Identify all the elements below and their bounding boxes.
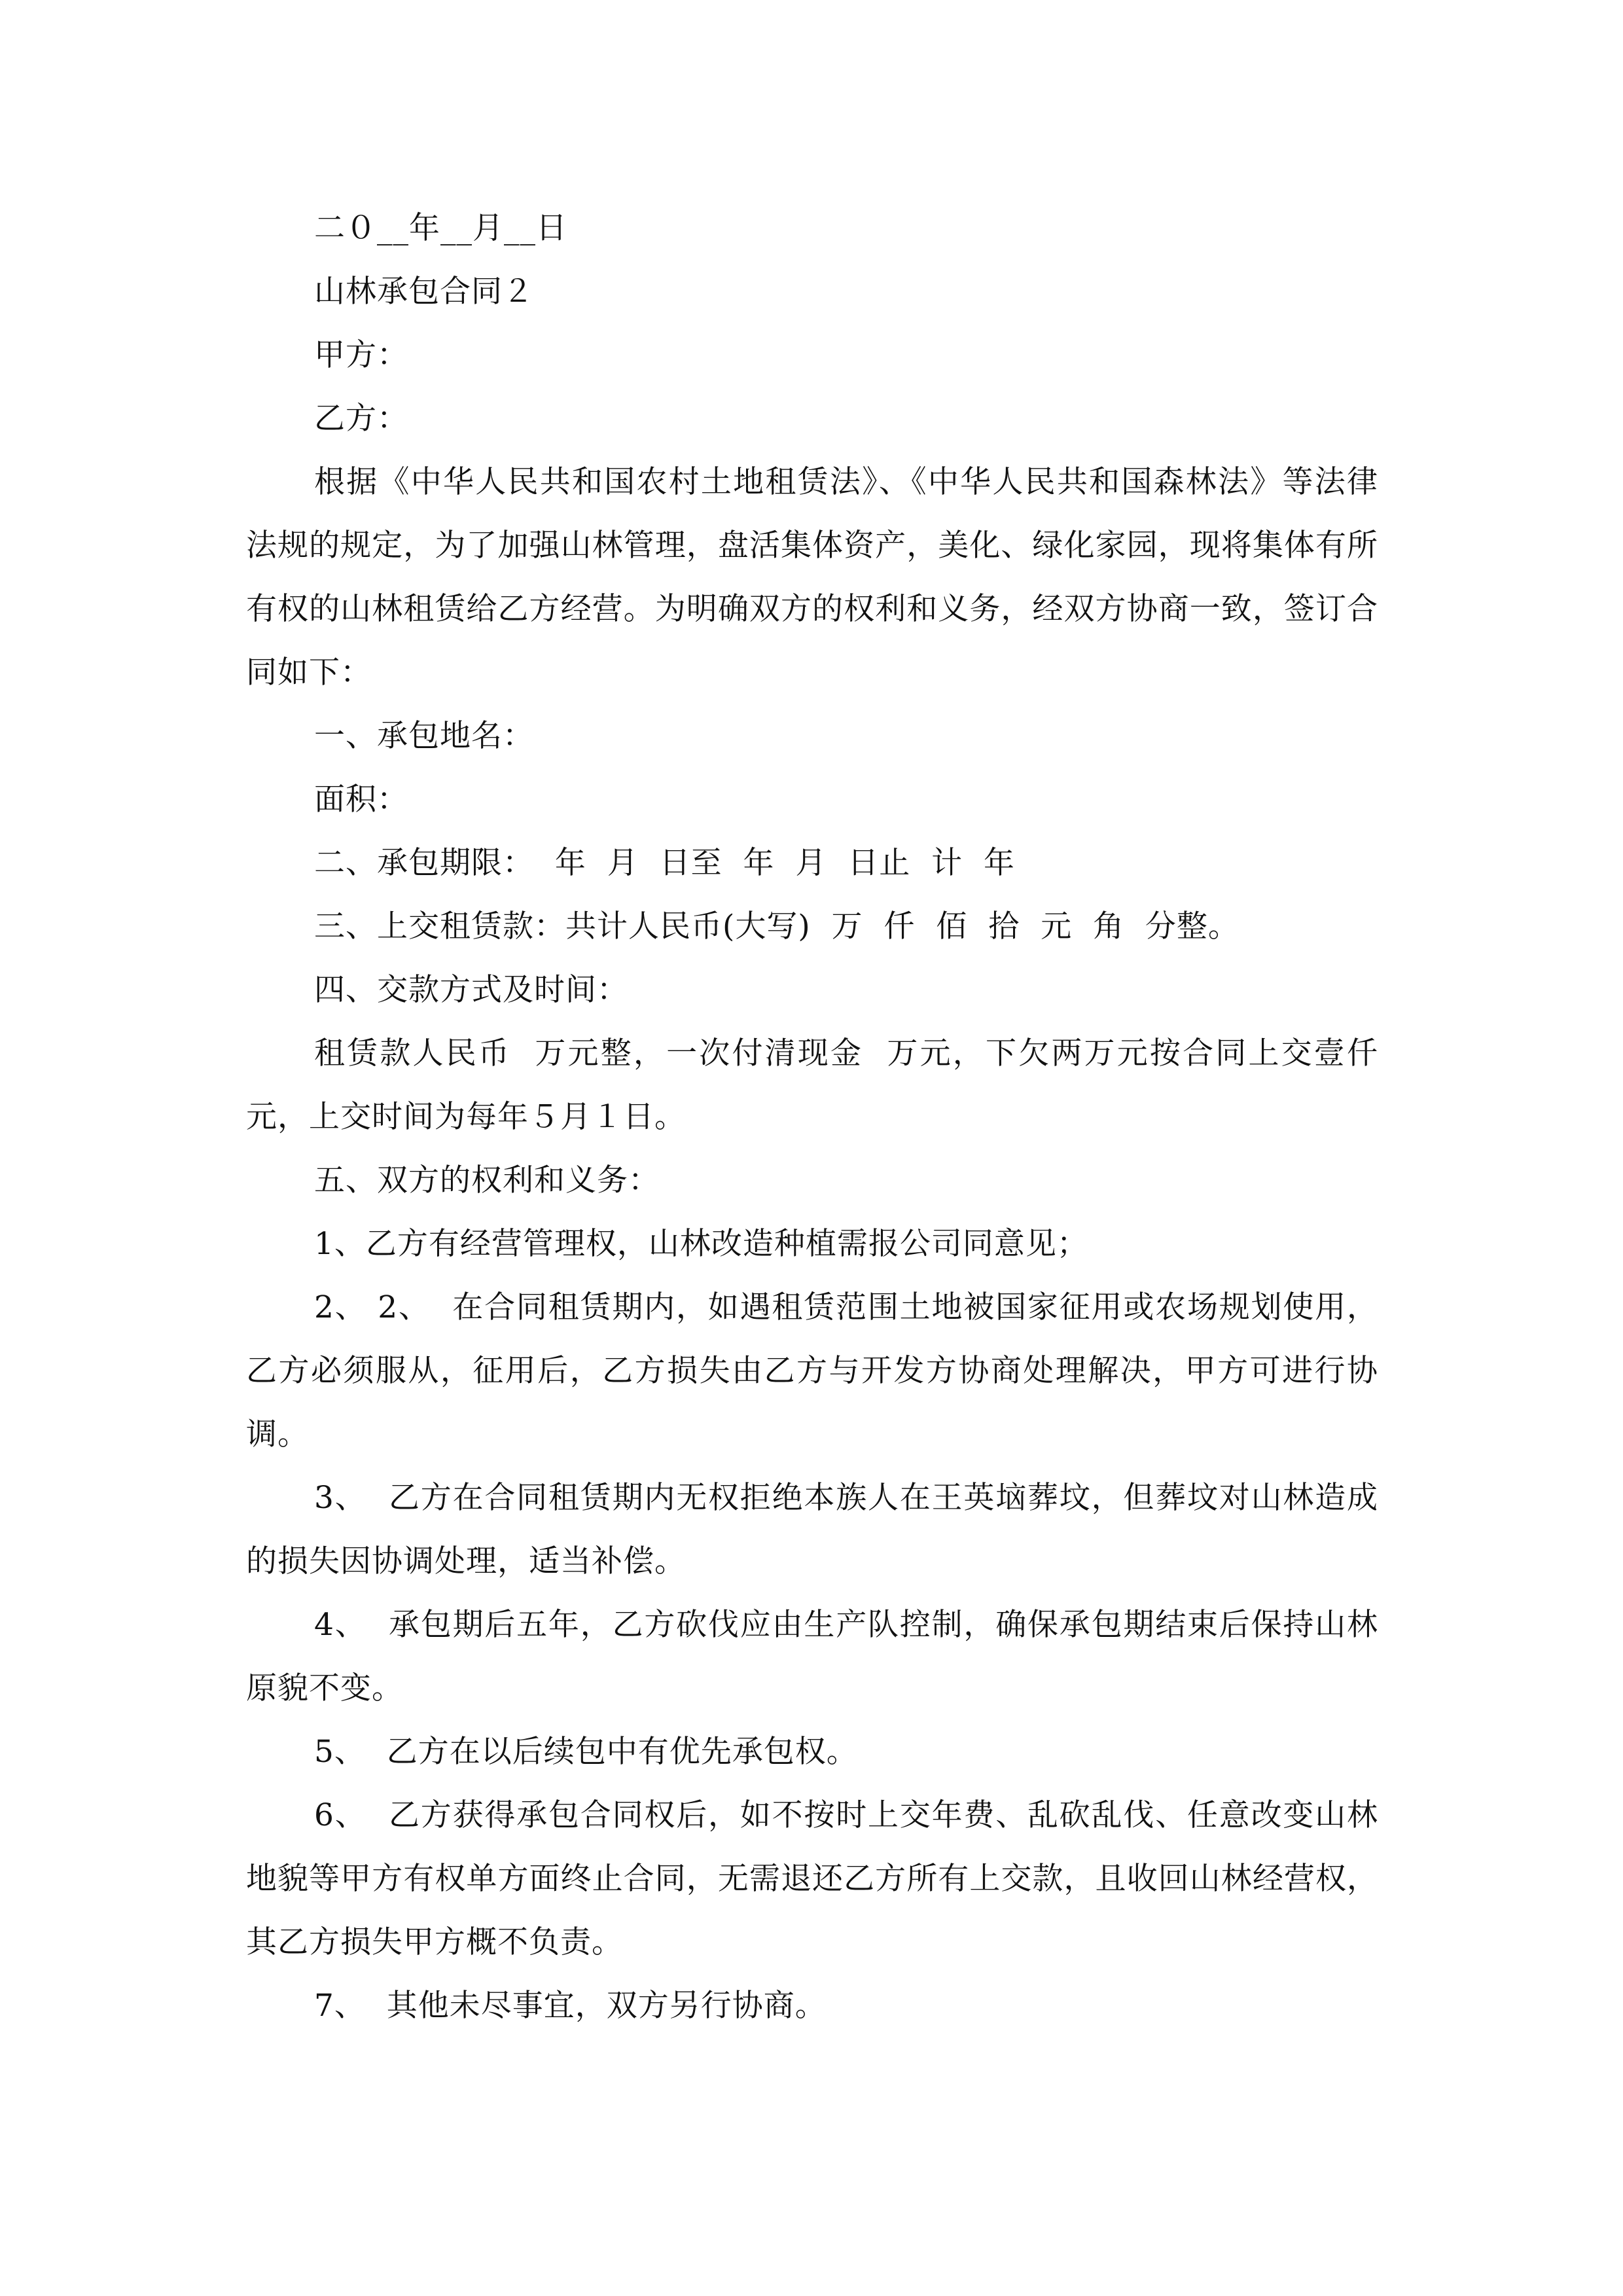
- date-line: 二０__年__月__日: [314, 210, 567, 246]
- party-a-line: 甲方：: [314, 337, 408, 373]
- clause-4-heading: 四、交款方式及时间：: [314, 972, 628, 1008]
- clause-5-item-3: 3、 乙方在合同租赁期内无权拒绝本族人在王英垴葬坟，但葬坟对山林造成的损失因协调处理，适当补偿。: [246, 1480, 1378, 1579]
- document-body: [246, 196, 1378, 2037]
- document-title: 山林承包合同２: [314, 274, 534, 310]
- clause-5-item-6: 6、 乙方获得承包合同权后，如不按时上交年费、乱砍乱伐、任意改变山林地貌等甲方有权单方面终止合同，无需退还乙方所有上交款，且收回山林经营权，其乙方损失甲方概不负责。: [246, 1797, 1378, 1960]
- party-b-line: 乙方：: [314, 401, 408, 437]
- clause-4-body: 租赁款人民币 万元整，一次付清现金 万元，下欠两万元按合同上交壹仟元，上交时间为每年５月１日。: [246, 1035, 1378, 1135]
- clause-5-item-1: 1、乙方有经营管理权，山林改造种植需报公司同意见；: [314, 1226, 1088, 1262]
- clause-5-item-4: 4、 承包期后五年，乙方砍伐应由生产队控制，确保承包期结束后保持山林原貌不变。: [246, 1607, 1378, 1706]
- clause-3-rent: 三、上交租赁款：共计人民币(大写) 万 仟 佰 拾 元 角 分整。: [314, 908, 1240, 944]
- clause-5-item-5: 5、 乙方在以后续包中有优先承包权。: [314, 1734, 858, 1770]
- clause-5-item-2: 2、 2、 在合同租赁期内，如遇租赁范围土地被国家征用或农场规划使用，乙方必须服从，征用后，乙方损失由乙方与开发方协商处理解决，甲方可进行协调。: [246, 1289, 1378, 1452]
- clause-1-location: 一、承包地名：: [314, 718, 534, 754]
- clause-2-term: 二、承包期限： 年 月 日至 年 月 日止 计 年: [314, 845, 1016, 881]
- clause-5-item-7: 7、 其他未尽事宜，双方另行协商。: [314, 1988, 827, 2024]
- clause-5-heading: 五、双方的权利和义务：: [314, 1162, 660, 1198]
- clause-1-area: 面积：: [314, 781, 408, 817]
- preamble-paragraph: 根据《中华人民共和国农村土地租赁法》、《中华人民共和国森林法》等法律法规的规定，为了加强山林管理，盘活集体资产，美化、绿化家园，现将集体有所有权的山林租赁给乙方经营。为明确双方的权利和义务，经双方协商一致，签订合同如下：: [246, 464, 1378, 691]
